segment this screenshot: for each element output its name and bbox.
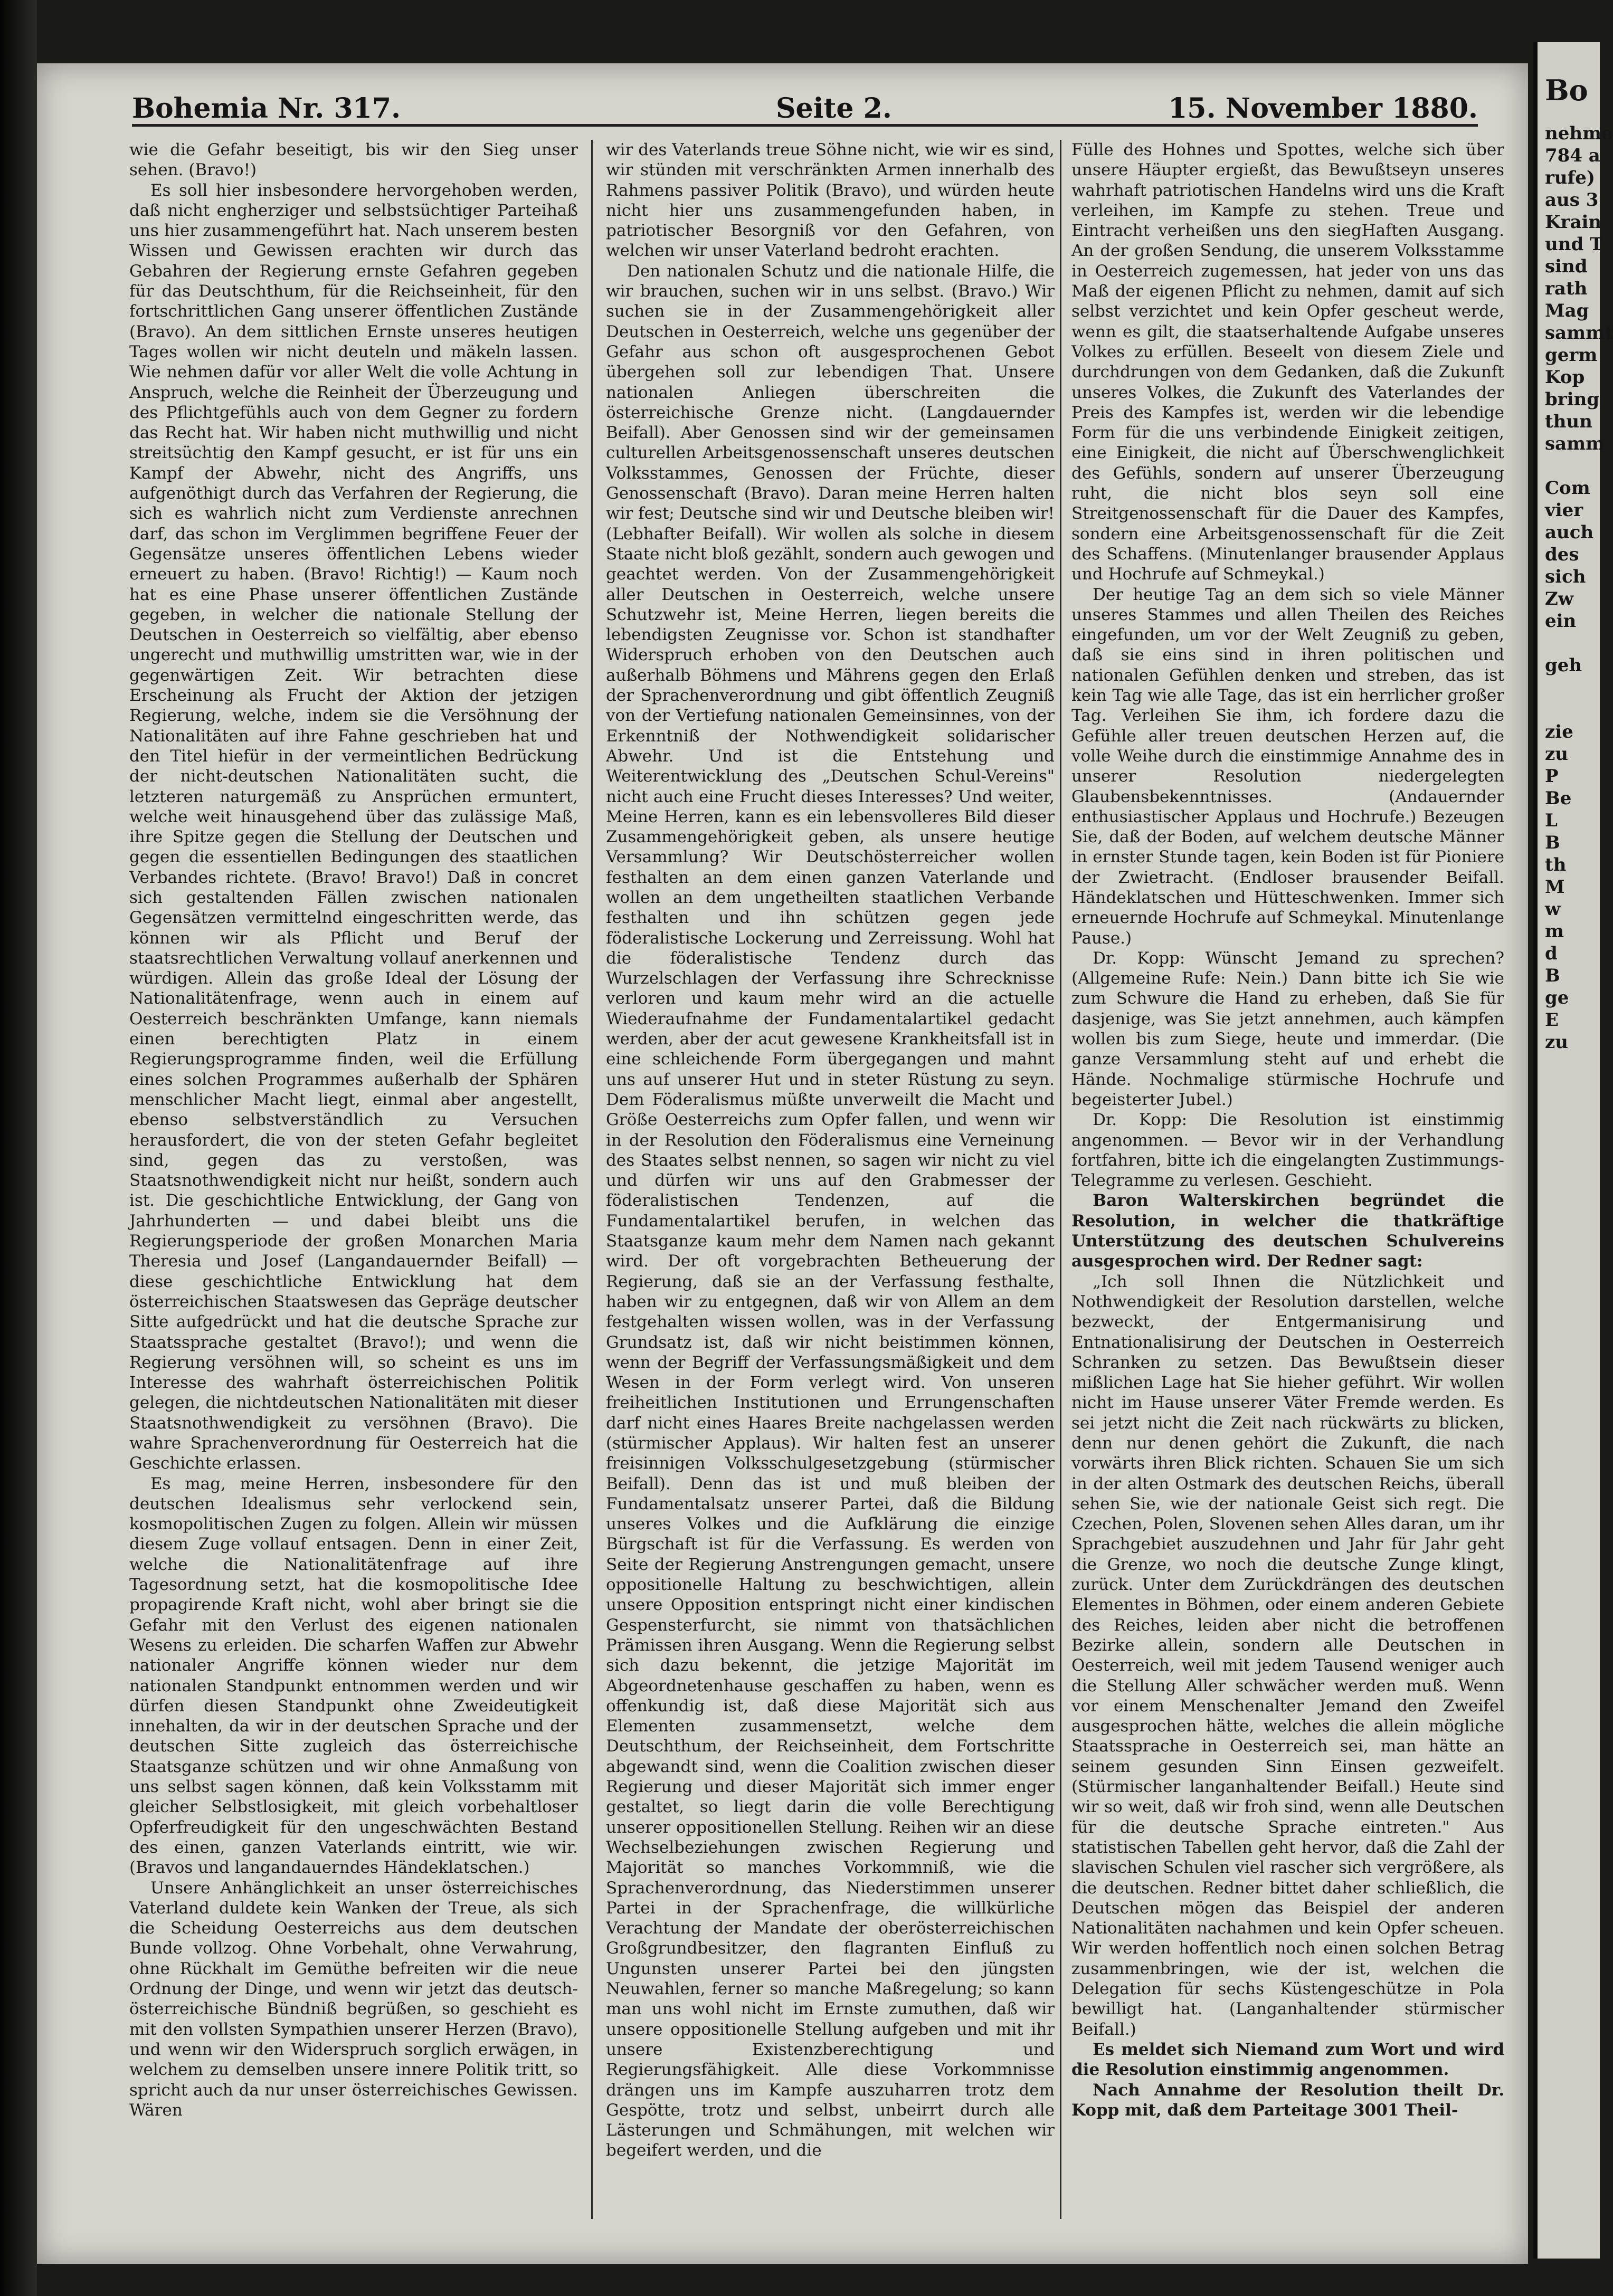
- adjacent-page-line: [1538, 699, 1600, 721]
- adjacent-page-lines: [1538, 122, 1613, 1053]
- adjacent-page-line: nehme: [1545, 123, 1613, 144]
- paragraph: Nach Annahme der Resolution theilt Dr. Kopp mit, daß dem Parteitage 3001 Theil-: [1071, 2080, 1504, 2120]
- adjacent-page-line: aus 3: [1545, 189, 1599, 211]
- adjacent-page-header: Bo: [1545, 73, 1588, 107]
- scan-edge: [0, 0, 37, 2296]
- adjacent-page-line: bring: [1545, 389, 1600, 410]
- paragraph: wir des Vaterlands treue Söhne nicht, wie wir es sind, wir stünden mit verschränkten Armen innerhalb des Rahmens passiver Politik (Bravo), und würden heute nicht hier uns zusammengefunden haben, in patriotischer Besorgniß vor den Gefahren, von welchen wir unser Vaterland bedroht erachten.: [606, 140, 1055, 261]
- adjacent-page-line: Mag: [1545, 300, 1589, 321]
- adjacent-page-line: samm: [1545, 433, 1605, 454]
- column-divider: [1060, 140, 1061, 2219]
- adjacent-page-line: zie: [1545, 721, 1573, 742]
- paragraph: Den nationalen Schutz und die nationale Hilfe, die wir brauchen, suchen wir in uns selbst. (Bravo.) Wir suchen sie in der Zusammengehörigkeit aller Deutschen in Oesterreich, welche uns gegenüber der Gefahr aus schon oft ausgesprochenen Gebot übergehen soll zur lebendigen That. Unsere nationalen Anliegen überschreiten die österreichische Grenze nicht. (Langdauernder Beifall). Aber Genossen sind wir der gemeinsamen culturellen Arbeitsgenossenschaft unseres deutschen Volksstammes, Genossen der Früchte, dieser Genossenschaft (Bravo). Daran meine Herren halten wir fest; Deutsche sind wir und Deutsche bleiben wir! (Lebhafter Beifall). Wir wollen als solche in diesem Staate nicht bloß gezählt, sondern auch gewogen und geachtet werden. Von der Zusammengehörigkeit aller Deutschen in Oesterreich, welche unsere Schutzwehr ist, Meine Herren, liegen bereits die lebendigsten Zeugnisse vor. Schon ist standhafter Widerspruch erhoben von den Deutschen auch außerhalb Böhmens und Mährens gegen den Erlaß der Sprachenverordnung und gibt öffentlich Zeugniß von der Vertiefung nationalen Gemeinsinnes, von der Erkenntniß der Nothwendigkeit solidarischer Abwehr. Und ist die Entstehung und Weiterentwicklung des „Deutschen Schul-Vereins" nicht auch eine Frucht dieses Interesses? Und weiter, Meine Herren, kann es ein lebensvolleres Bild dieser Zusammengehörigkeit geben, als unsere heutige Versammlung? Wir Deutschösterreicher wollen festhalten an dem einen ganzen Vaterlande und wollen an dem ungetheilten staatlichen Verbande festhalten und ihn schützen gegen jede föderalistische Lockerung und Zerreissung. Wohl hat die föderalistische Tendenz durch das Wurzelschlagen der Verfassung ihre Schrecknisse verloren und kaum mehr wird an die actuelle Wiederaufnahme der Fundamentalartikel gedacht werden, aber der acut gewesene Krankheitsfall ist in eine schleichende Form übergegangen und mahnt uns auf unserer Hut und in steter Rüstung zu seyn. Dem Föderalismus müßte unverweilt die Macht und Größe Oesterreichs zum Opfer fallen, und wenn wir in der Resolution den Föderalismus eine Verneinung des Staates selbst nennen, so sagen wir nicht zu viel und dürfen wir uns auf den Grabmesser der föderalistischen Tendenzen, auf die Fundamentalartikel berufen, in welchen das Staatsganze kaum mehr dem Namen nach gekannt wird. Der oft vorgebrachten Betheuerung der Regierung, daß sie an der Verfassung festhalte, haben wir zu entgegnen, daß wir von Allem an dem festgehalten wissen wollen, was in der Verfassung Grundsatz ist, daß wir nicht beistimmen können, wenn der Begriff der Verfassungsmäßigkeit und dem Wesen in der Form verlegt wird. Von unseren freiheitlichen Institutionen und Errungenschaften darf nicht eines Haares Breite nachgelassen werden (stürmischer Applaus). Wir halten fest an unserer freisinnigen Volksschulgesetzgebung (stürmischer Beifall). Denn das ist und muß bleiben der Fundamentalsatz unserer Partei, daß die Bildung unseres Volkes und die Aufklärung die einzige Bürgschaft ist für die Verfassung. Es werden von Seite der Regierung Anstrengungen gemacht, unsere oppositionelle Haltung zu beschwichtigen, allein unsere Opposition entspringt nicht einer kindischen Gespensterfurcht, sie nimmt von thatsächlichen Prämissen ihren Ausgang. Wenn die Regierung selbst sich dazu bekennt, die jetzige Majorität im Abgeordnetenhause geschaffen zu haben, wenn es offenkundig ist, daß diese Majorität sich aus Elementen zusammensetzt, welche dem Deutschthum, der Reichseinheit, dem Fortschritte abgewandt sind, wenn die Coalition zwischen dieser Regierung und dieser Majorität sich immer enger gestaltet, so liegt darin die volle Berechtigung unserer oppositionellen Stellung. Reihen wir an diese Wechselbeziehungen zwischen Regierung und Majorität so manches Vorkommniß, wie die Sprachenverordnung, das Niederstimmen unserer Partei in der Sprachenfrage, die willkürliche Verachtung der Mandate der oberösterreichischen Großgrundbesitzer, den flagranten Einfluß zu Ungunsten unserer Partei bei den jüngsten Neuwahlen, ferner so manche Maßregelung; so kann man uns wohl nicht im Ernste zumuthen, daß wir unsere oppositionelle Stellung aufgeben und mit ihr unsere Existenzberechtigung und Regierungsfähigkeit. Alle diese Vorkommnisse drängen uns im Kampfe auszuharren trotz dem Gespötte, trotz und selbst, unbeirrt durch alle Lästerungen und Schmähungen, mit welchen wir begeifert werden, und die: [606, 261, 1055, 2160]
- page-number: Seite 2.: [776, 92, 892, 125]
- adjacent-page-line: B: [1545, 832, 1560, 853]
- adjacent-page-line: Be: [1545, 788, 1572, 809]
- adjacent-page-line: [1538, 455, 1600, 477]
- adjacent-page-line: sich: [1545, 566, 1586, 587]
- page-header: [132, 82, 1478, 127]
- paragraph: Unsere Anhänglichkeit an unser österreichisches Vaterland duldete kein Wanken der Treue, als sich die Scheidung Oesterreichs aus dem deutschen Bunde vollzog. Ohne Vorbehalt, ohne Verwahrung, ohne Rückhalt im Gemüthe befreiten wir die neue Ordnung der Dinge, und wenn wir jetzt das deutsch-österreichische Bündniß begrüßen, so geschieht es mit den vollsten Sympathien unserer Herzen (Bravo), und wenn wir den Widerspruch sorglich erwägen, in welchem zu demselben unsere innere Politik tritt, so spricht auch da nur unser österreichisches Gewissen. Wären: [129, 1878, 578, 2120]
- adjacent-page-line: vier: [1545, 500, 1583, 521]
- adjacent-page-line: thun: [1545, 411, 1592, 432]
- adjacent-page-line: L: [1545, 810, 1558, 831]
- adjacent-page-line: [1538, 677, 1600, 699]
- adjacent-page-line: Kop: [1545, 367, 1585, 388]
- adjacent-page-line: zu: [1545, 744, 1569, 765]
- column-divider: [591, 140, 593, 2219]
- adjacent-page-line: P: [1545, 766, 1559, 787]
- paragraph: Der heutige Tag an dem sich so viele Männer unseres Stammes und allen Theilen des Reiches eingefunden, um vor der Welt Zeugniß zu geben, daß sie eins sind in ihren politischen und nationalen Gefühlen denken und streben, das ist kein Tag wie alle Tage, das ist ein herrlicher großer Tag. Verleihen Sie ihm, ich fordere dazu die Gefühle aller treuen deutschen Herzen auf, die volle Weihe durch die einstimmige Annahme des in unserer Resolution niedergelegten Glaubensbekenntnisses. (Andauernder enthusiastischer Applaus und Hochrufe.) Bezeugen Sie, daß der Boden, auf welchem deutsche Männer in ernster Stunde tagen, kein Boden ist für Pioniere der Zwietracht. (Endloser brausender Beifall. Händeklatschen und Hütteschwenken. Immer sich erneuernde Hochrufe auf Schmeykal. Minutenlange Pause.): [1071, 585, 1504, 948]
- adjacent-page-line: 784 a: [1545, 145, 1600, 166]
- paragraph: Baron Walterskirchen begründet die Resolution, in welcher die thatkräftige Unterstützung des deutschen Schulvereins ausgesprochen wird. Der Redner sagt:: [1071, 1191, 1504, 1271]
- paragraph: Fülle des Hohnes und Spottes, welche sich über unsere Häupter ergießt, das Bewußtseyn unseres wahrhaft patriotischen Handelns wird uns die Kraft verleihen, im Kampfe zu stehen. Treue und Eintracht verheißen uns den siegHaften Ausgang. An der großen Sendung, die unserem Volksstamme in Oesterreich zugemessen, hat jeder von uns das Maß der eigenen Pflicht zu nehmen, damit auf sich selbst verzichtet und kein Opfer gescheut werde, wenn es gilt, die staatserhaltende Aufgabe unseres Volkes zu erfüllen. Beseelt von diesem Ziele und durchdrungen von dem Gedanken, daß die Zukunft unseres Volkes, die Zukunft des Vaterlandes der Preis des Kampfes ist, werden wir die lebendige Form für die uns verbindende Einigkeit zeitigen, eine Einigkeit, die nicht auf Überschwenglichkeit des Gefühls, sondern auf unserer Überzeugung ruht, die nicht blos seyn soll eine Streitgenossenschaft für die Dauer des Kampfes, sondern eine Arbeitsgenossenschaft für die Zeit des Schaffens. (Minutenlanger brausender Applaus und Hochrufe auf Schmeykal.): [1071, 140, 1504, 584]
- adjacent-page-line: rath: [1545, 278, 1588, 299]
- issue-date: 15. November 1880.: [1168, 92, 1478, 125]
- adjacent-page-fragment: [1533, 42, 1613, 2259]
- adjacent-page-line: und T: [1545, 234, 1603, 255]
- adjacent-page-line: sind: [1545, 256, 1588, 277]
- adjacent-page-line: m: [1545, 921, 1564, 942]
- adjacent-page-line: B: [1545, 965, 1560, 986]
- adjacent-page-line: rufe): [1545, 167, 1595, 188]
- adjacent-page-line: ge: [1545, 987, 1569, 1008]
- adjacent-page-line: [1538, 632, 1600, 654]
- adjacent-page-line: Zw: [1545, 588, 1574, 609]
- paragraph: Dr. Kopp: Die Resolution ist einstimmig angenommen. — Bevor wir in der Verhandlung fortfahren, bitte ich die eingelangten Zustimmungs-Telegramme zu verlesen. Geschieht.: [1071, 1110, 1504, 1190]
- paragraph: Dr. Kopp: Wünscht Jemand zu sprechen? (Allgemeine Rufe: Nein.) Dann bitte ich Sie wie zum Schwure die Hand zu erheben, daß Sie für dasjenige, was Sie jetzt annehmen, auch kämpfen wollen bis zum Siege, heute und immerdar. (Die ganze Versammlung steht auf und erhebt die Hände. Nochmalige stürmische Hochrufe und begeisterter Jubel.): [1071, 948, 1504, 1109]
- text-column-3: [1071, 140, 1504, 2224]
- adjacent-page-line: d: [1545, 943, 1558, 964]
- adjacent-page-line: E: [1545, 1009, 1559, 1031]
- adjacent-page-line: Krain: [1545, 212, 1602, 233]
- paragraph: „Ich soll Ihnen die Nützlichkeit und Nothwendigkeit der Resolution darstellen, welche bezweckt, der Entgermanisirung und Entnationalisirung der Deutschen in Oesterreich Schranken zu setzen. Das Bewußtsein dieser mißlichen Lage hat Sie hieher geführt. Wir wollen nicht im Hause unserer Väter Fremde werden. Es sei jetzt nicht die Zeit nach rückwärts zu blicken, denn nur denen gehört die Zukunft, die nach vorwärts ihren Blick richten. Schauen Sie um sich in der alten Ostmark des deutschen Reichs, überall sehen Sie, wie der nationale Geist sich regt. Die Czechen, Polen, Slovenen sehen Alles daran, um ihr Sprachgebiet auszudehnen und Jahr für Jahr geht die Grenze, wo noch die deutsche Zunge klingt, zurück. Unter dem Zurückdrängen des deutschen Elementes in Böhmen, oder einem anderen Gebiete des Reiches, leiden aber nicht die betroffenen Bezirke allein, sondern alle Deutschen in Oesterreich, weil mit jedem Tausend weniger auch die Stellung Aller schwächer werden muß. Wenn vor einem Menschenalter Jemand den Zweifel ausgesprochen hätte, welches die allein mögliche Staatssprache in Oesterreich sei, man hätte an seinem gesunden Sinn Einsen gezweifelt. (Stürmischer langanhaltender Beifall.) Heute sind wir so weit, daß wir froh sind, wenn alle Deutschen für die deutsche Sprache eintreten." Aus statistischen Tabellen geht hervor, daß die Zahl der slavischen Schulen viel rascher sich vergrößere, als die deutschen. Redner bittet daher schließlich, die Deutschen mögen das Beispiel der anderen Nationalitäten nachahmen und kein Opfer scheuen. Wir werden hoffentlich noch einen solchen Betrag zusammenbringen, wie der ist, welchen die Delegation für sechs Küstengeschütze in Pola bewilligt hat. (Langanhaltender stürmischer Beifall.): [1071, 1272, 1504, 2039]
- adjacent-page-line: th: [1545, 854, 1567, 875]
- text-column-2: [606, 140, 1055, 2224]
- adjacent-page-line: ein: [1545, 611, 1577, 632]
- paragraph: Es soll hier insbesondere hervorgehoben werden, daß nicht engherziger und selbstsüchtiger Parteihaß uns hier zusammengeführt hat. Nach unserem besten Wissen und Gewissen erachten wir durch das Gebahren der Regierung ernste Gefahren gegeben für das Deutschthum, für die Reichseinheit, für den fortschrittlichen Gang unserer öffentlichen Zustände (Bravo). An dem sittlichen Ernste unseres heutigen Tages wollen wir nicht deuteln und mäkeln lassen. Wie nehmen dafür vor aller Welt die volle Achtung in Anspruch, welche die Reinheit der Überzeugung und des Pflichtgefühls auch von dem Gegner zu fordern das Recht hat. Wir haben nicht muthwillig und nicht streitsüchtig den Kampf gesucht, er ist für uns ein Kampf der Abwehr, nicht des Angriffs, uns aufgenöthigt durch das Verfahren der Regierung, die sich es wahrlich nicht zum Verdienste anrechnen darf, das schon im Verglimmen begriffene Feuer der Gegensätze unseres öffentlichen Lebens wieder erneuert zu haben. (Bravo! Richtig!) — Kaum noch hat es eine Phase unserer öffentlichen Zustände gegeben, in welcher die nationale Stellung der Deutschen in Oesterreich so vielfältig, aber ebenso ungerecht und muthwillig umstritten war, wie in der gegenwärtigen Zeit. Wir betrachten diese Erscheinung als Frucht der Aktion der jetzigen Regierung, welche, indem sie die Versöhnung der Nationalitäten auf ihre Fahne geschrieben hat und den Titel hiefür in der vermeintlichen Bedrückung der nicht-deutschen Nationalitäten sucht, die letzteren naturgemäß zu Ansprüchen ermuntert, welche weit hinausgehend über das zulässige Maß, ihre Spitze gegen die Stellung der Deutschen und gegen die essentiellen Bedingungen des staatlichen Verbandes richtete. (Bravo! Bravo!) Daß in concret sich gestaltenden Fällen zwischen nationalen Gegensätzen vermittelnd eingeschritten werde, das können wir als Pflicht und Beruf der staatsrechtlichen Verwaltung vollauf anerkennen und würdigen. Allein das große Ideal der Lösung der Nationalitätenfrage, wenn auch in einem auf Oesterreich beschränkten Umfange, kann niemals einen berechtigten Platz in einem Regierungsprogramme finden, weil die Erfüllung eines solchen Programmes außerhalb der Sphären menschlicher Macht liegt, einmal aber angestellt, ebenso selbstverständlich zu Versuchen herausfordert, die von der steten Gefahr begleitet sind, gegen das zu verstoßen, was Staatsnothwendigkeit nicht nur heißt, sondern auch ist. Die geschichtliche Entwicklung, der Gang von Jahrhunderten — und dabei bleibt uns die Regierungsperiode der großen Monarchen Maria Theresia und Josef (Langandauernder Beifall) — diese geschichtliche Entwicklung hat dem österreichischen Staatswesen das Gepräge deutscher Sitte aufgedrückt und hat die deutsche Sprache zur Staatssprache gestaltet (Bravo!); und wenn die Regierung versöhnen will, so scheint es uns im Interesse des wahrhaft österreichischen Politik gelegen, die nichtdeutschen Nationalitäten mit dieser Staatsnothwendigkeit zu versöhnen (Bravo). Die wahre Sprachenverordnung für Oesterreich hat die Geschichte erlassen.: [129, 180, 578, 1473]
- paragraph: Es mag, meine Herren, insbesondere für den deutschen Idealismus sehr verlockend sein, kosmopolitischen Zugen zu folgen. Allein wir müssen diesem Zuge vollauf entsagen. Denn in einer Zeit, welche die Nationalitätenfrage auf ihre Tagesordnung setzt, hat die kosmopolitische Idee propagirende Kraft nicht, wohl aber bringt sie die Gefahr mit den Verlust des eigenen nationalen Wesens zu erleiden. Die scharfen Waffen zur Abwehr nationaler Angriffe können wieder nur dem nationalen Standpunkt entnommen werden und wir dürfen diesen Standpunkt ohne Zweideutigkeit innehalten, da wir in der deutschen Sprache und der deutschen Sitte zugleich das österreichische Staatsganze schützen und wir ohne Anmaßung von uns selbst sagen können, daß kein Volksstamm mit gleicher Selbstlosigkeit, mit gleich vorbehaltloser Opferfreudigkeit für den ungeschwächten Bestand des einen, ganzen Vaterlands eintritt, wie wir. (Bravos und langandauerndes Händeklatschen.): [129, 1474, 578, 1878]
- adjacent-page-line: M: [1545, 877, 1565, 898]
- adjacent-page-line: des: [1545, 544, 1579, 565]
- adjacent-page-line: w: [1545, 899, 1561, 920]
- adjacent-page-line: germ: [1545, 345, 1598, 366]
- text-column-1: [129, 140, 578, 2224]
- paragraph: wie die Gefahr beseitigt, bis wir den Sieg unser sehen. (Bravo!): [129, 140, 578, 180]
- adjacent-page-line: geh: [1545, 655, 1582, 676]
- newspaper-issue: Bohemia Nr. 317.: [132, 92, 401, 125]
- adjacent-page-line: zu: [1545, 1032, 1569, 1053]
- adjacent-page-line: sammt: [1545, 322, 1613, 344]
- paragraph: Es meldet sich Niemand zum Wort und wird die Resolution einstimmig angenommen.: [1071, 2040, 1504, 2080]
- adjacent-page-line: Com: [1545, 478, 1590, 499]
- adjacent-page-line: auch: [1545, 522, 1594, 543]
